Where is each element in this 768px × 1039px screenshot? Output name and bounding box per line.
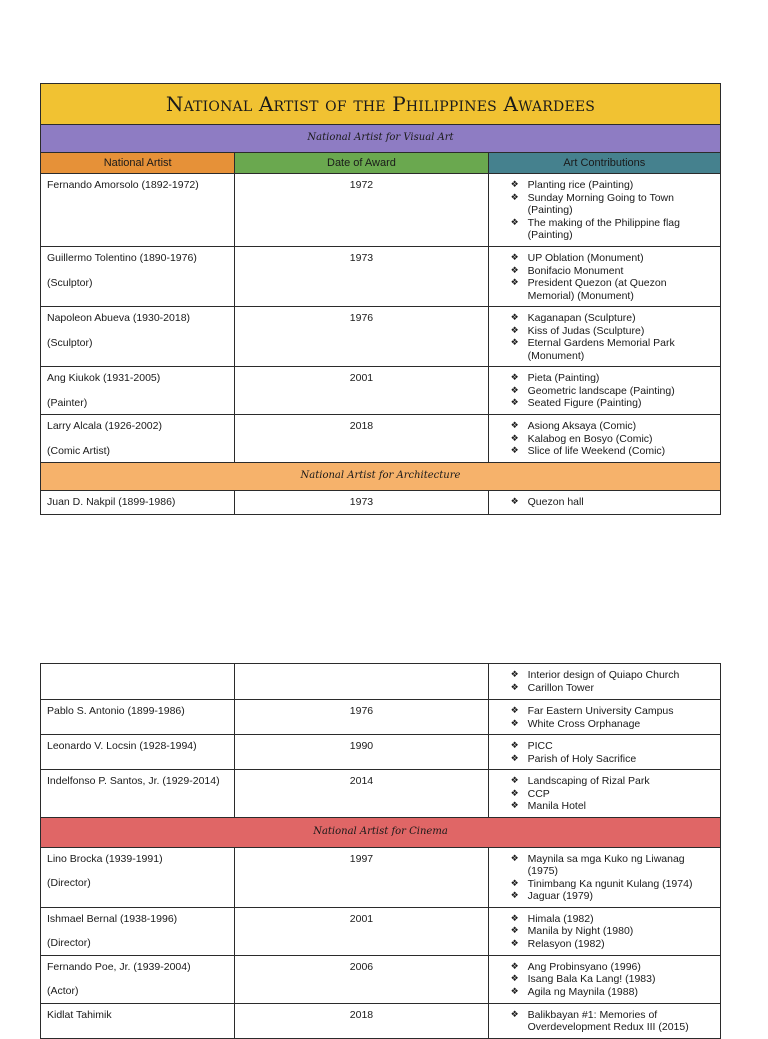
award-year: 1997 [235, 847, 488, 907]
table-row [41, 907, 721, 955]
artist-name: Fernando Amorsolo (1892-1972) [47, 179, 199, 191]
list-item [511, 325, 716, 338]
contributions-cell [488, 770, 720, 818]
contributions-list [511, 312, 716, 362]
contribution-text: Jaguar (1979) [527, 890, 594, 902]
artist-cell [41, 907, 235, 955]
award-year: 1973 [235, 247, 488, 307]
diamond-bullet-icon: ❖ [510, 891, 519, 901]
header-art-contributions: Art Contributions [488, 153, 720, 174]
diamond-bullet-icon: ❖ [510, 253, 519, 263]
contributions-list [511, 1009, 716, 1034]
diamond-bullet-icon: ❖ [510, 265, 519, 276]
column-header-row [41, 153, 721, 174]
table1-body [41, 84, 721, 515]
contribution-text: Tinimbang Ka ngunit Kulang (1974) [527, 877, 693, 890]
contributions-cell [488, 700, 720, 735]
artist-cell [41, 247, 235, 307]
diamond-bullet-icon: ❖ [510, 670, 519, 680]
contribution-text: President Quezon (at Quezon Memorial) (Monument) [527, 277, 667, 302]
diamond-bullet-icon: ❖ [510, 446, 519, 456]
list-item [511, 1009, 716, 1034]
contribution-text: Slice of life Weekend (Comic) [527, 445, 666, 457]
category-visual-art: National Artist for Visual Art [41, 125, 721, 153]
artist-name: Indelfonso P. Santos, Jr. (1929-2014) [47, 775, 220, 787]
diamond-bullet-icon: ❖ [510, 718, 519, 729]
artist-name: Napoleon Abueva (1930-2018) [47, 312, 191, 324]
list-item [511, 420, 716, 433]
awardees-table-page1 [40, 83, 721, 515]
artist-cell [41, 700, 235, 735]
contribution-text: Carillon Tower [527, 681, 594, 694]
diamond-bullet-icon: ❖ [510, 706, 519, 716]
contribution-text: Maynila sa mga Kuko ng Liwanag (1975) [527, 852, 685, 877]
diamond-bullet-icon: ❖ [510, 313, 519, 323]
contributions-list [511, 775, 716, 813]
artist-cell [41, 367, 235, 415]
list-item [511, 682, 716, 695]
list-item [511, 753, 716, 766]
artist-role: (Sculptor) [47, 336, 93, 349]
list-item [511, 312, 716, 325]
diamond-bullet-icon: ❖ [510, 180, 519, 190]
award-year: 2006 [235, 955, 488, 1003]
contribution-text: Kiss of Judas (Sculpture) [527, 324, 645, 337]
list-item [511, 890, 716, 903]
contribution-text: Manila by Night (1980) [527, 925, 634, 937]
contribution-text: Parish of Holy Sacrifice [527, 752, 637, 765]
award-year: 1976 [235, 307, 488, 367]
artist-cell [41, 490, 235, 514]
artist-role: (Actor) [47, 985, 79, 997]
award-year: 2014 [235, 770, 488, 818]
table2-body [41, 664, 721, 1039]
contributions-cell [488, 847, 720, 907]
contribution-text: Interior design of Quiapo Church [527, 669, 680, 681]
contribution-text: Planting rice (Painting) [527, 179, 634, 191]
artist-role: (Director) [47, 937, 91, 949]
artist-name: Ang Kiukok (1931-2005) [47, 372, 161, 384]
contribution-text: Seated Figure (Painting) [527, 397, 642, 409]
artist-role: (Painter) [47, 396, 88, 409]
diamond-bullet-icon: ❖ [510, 853, 519, 864]
list-item [511, 925, 716, 938]
artist-cell [41, 847, 235, 907]
contribution-text: Himala (1982) [527, 912, 594, 925]
diamond-bullet-icon: ❖ [510, 776, 519, 786]
diamond-bullet-icon: ❖ [510, 496, 519, 507]
table-row [41, 700, 721, 735]
list-item [511, 496, 716, 509]
contribution-text: Pieta (Painting) [527, 372, 600, 384]
contributions-list [511, 961, 716, 999]
contributions-list [511, 420, 716, 458]
diamond-bullet-icon: ❖ [510, 682, 519, 693]
header-date-of-award: Date of Award [235, 153, 488, 174]
diamond-bullet-icon: ❖ [510, 192, 519, 203]
diamond-bullet-icon: ❖ [510, 433, 519, 444]
awardees-table-page2 [40, 663, 721, 1039]
artist-name: Larry Alcala (1926-2002) [47, 420, 162, 432]
diamond-bullet-icon: ❖ [510, 913, 519, 924]
artist-role: (Sculptor) [47, 276, 93, 289]
award-year: 2001 [235, 907, 488, 955]
contributions-cell [488, 367, 720, 415]
artist-role: (Director) [47, 877, 91, 889]
artist-name: Pablo S. Antonio (1899-1986) [47, 705, 185, 717]
diamond-bullet-icon: ❖ [510, 753, 519, 764]
contribution-text: Quezon hall [527, 495, 584, 508]
diamond-bullet-icon: ❖ [510, 373, 519, 383]
list-item [511, 669, 716, 682]
contribution-text: Eternal Gardens Memorial Park (Monument) [527, 337, 675, 362]
list-item [511, 740, 716, 753]
artist-cell [41, 770, 235, 818]
artist-cell [41, 735, 235, 770]
contribution-text: Isang Bala Ka Lang! (1983) [527, 973, 656, 985]
diamond-bullet-icon: ❖ [510, 878, 519, 889]
table-row [41, 847, 721, 907]
list-item [511, 433, 716, 446]
category-architecture: National Artist for Architecture [41, 462, 721, 490]
contribution-text: Manila Hotel [527, 800, 587, 812]
table-title: National Artist of the Philippines Awardees [41, 84, 721, 125]
contributions-cell [488, 955, 720, 1003]
header-national-artist: National Artist [41, 153, 235, 174]
contributions-list [511, 913, 716, 951]
contributions-cell [488, 907, 720, 955]
table-row [41, 490, 721, 514]
diamond-bullet-icon: ❖ [510, 325, 519, 336]
list-item [511, 878, 716, 891]
award-year: 2018 [235, 415, 488, 463]
contributions-list [511, 740, 716, 765]
diamond-bullet-icon: ❖ [510, 1009, 519, 1020]
table-row [41, 307, 721, 367]
contribution-text: Asiong Aksaya (Comic) [527, 420, 637, 432]
contributions-list [511, 496, 716, 509]
list-item [511, 217, 716, 242]
diamond-bullet-icon: ❖ [510, 338, 519, 348]
list-item [511, 961, 716, 974]
diamond-bullet-icon: ❖ [510, 926, 519, 936]
table-row [41, 955, 721, 1003]
list-item [511, 705, 716, 718]
artist-name: Lino Brocka (1939-1991) [47, 852, 163, 865]
category-row-architecture [41, 462, 721, 490]
diamond-bullet-icon: ❖ [510, 385, 519, 396]
contribution-text: White Cross Orphanage [527, 717, 641, 730]
contributions-list [511, 179, 716, 242]
table-row [41, 247, 721, 307]
contributions-list [511, 372, 716, 410]
category-row-visual [41, 125, 721, 153]
contribution-text: Ang Probinsyano (1996) [527, 960, 641, 973]
list-item [511, 179, 716, 192]
contributions-list [511, 705, 716, 730]
list-item [511, 192, 716, 217]
table-row [41, 664, 721, 700]
artist-cell [41, 1003, 235, 1038]
diamond-bullet-icon: ❖ [510, 398, 519, 408]
list-item [511, 372, 716, 385]
diamond-bullet-icon: ❖ [510, 788, 519, 799]
artist-cell [41, 174, 235, 247]
award-year: 1976 [235, 700, 488, 735]
artist-cell [41, 664, 235, 700]
contribution-text: Far Eastern University Campus [527, 705, 674, 717]
contributions-cell [488, 415, 720, 463]
award-year: 1973 [235, 490, 488, 514]
award-year: 2018 [235, 1003, 488, 1038]
contribution-text: Relasyon (1982) [527, 937, 605, 950]
list-item [511, 973, 716, 986]
artist-name: Juan D. Nakpil (1899-1986) [47, 495, 176, 508]
artist-cell [41, 415, 235, 463]
award-year: 2001 [235, 367, 488, 415]
list-item [511, 445, 716, 458]
list-item [511, 986, 716, 999]
list-item [511, 397, 716, 410]
list-item [511, 277, 716, 302]
table-row [41, 367, 721, 415]
artist-name: Leonardo V. Locsin (1928-1994) [47, 740, 197, 752]
contribution-text: Geometric landscape (Painting) [527, 384, 675, 397]
list-item [511, 938, 716, 951]
category-row-cinema [41, 817, 721, 847]
diamond-bullet-icon: ❖ [510, 801, 519, 811]
contribution-text: CCP [527, 787, 550, 800]
contributions-cell [488, 664, 720, 700]
list-item [511, 913, 716, 926]
contributions-cell [488, 307, 720, 367]
artist-cell [41, 955, 235, 1003]
list-item [511, 265, 716, 278]
contribution-text: PICC [527, 740, 553, 752]
list-item [511, 337, 716, 362]
contributions-cell [488, 247, 720, 307]
contributions-list [511, 853, 716, 903]
contribution-text: UP Oblation (Monument) [527, 252, 644, 264]
award-year: 1990 [235, 735, 488, 770]
artist-name: Kidlat Tahimik [47, 1008, 112, 1021]
list-item [511, 252, 716, 265]
contribution-text: Sunday Morning Going to Town (Painting) [527, 191, 674, 216]
diamond-bullet-icon: ❖ [510, 938, 519, 949]
list-item [511, 853, 716, 878]
list-item [511, 788, 716, 801]
contributions-cell [488, 174, 720, 247]
diamond-bullet-icon: ❖ [510, 421, 519, 431]
table-row [41, 174, 721, 247]
list-item [511, 775, 716, 788]
list-item [511, 718, 716, 731]
diamond-bullet-icon: ❖ [510, 741, 519, 751]
table-row [41, 735, 721, 770]
award-year [235, 664, 488, 700]
list-item [511, 800, 716, 813]
contribution-text: Kalabog en Bosyo (Comic) [527, 432, 653, 445]
artist-role: (Comic Artist) [47, 444, 110, 457]
contributions-list [511, 669, 716, 694]
list-item [511, 385, 716, 398]
contributions-cell [488, 735, 720, 770]
contribution-text: The making of the Philippine flag (Painting) [527, 216, 680, 241]
category-cinema: National Artist for Cinema [41, 817, 721, 847]
contribution-text: Bonifacio Monument [527, 264, 624, 277]
contributions-cell [488, 1003, 720, 1038]
diamond-bullet-icon: ❖ [510, 974, 519, 984]
diamond-bullet-icon: ❖ [510, 217, 519, 228]
diamond-bullet-icon: ❖ [510, 278, 519, 288]
title-row [41, 84, 721, 125]
artist-name: Guillermo Tolentino (1890-1976) [47, 252, 197, 264]
award-year: 1972 [235, 174, 488, 247]
table-row [41, 415, 721, 463]
artist-name: Fernando Poe, Jr. (1939-2004) [47, 960, 191, 973]
diamond-bullet-icon: ❖ [510, 961, 519, 972]
contribution-text: Agila ng Maynila (1988) [527, 985, 638, 998]
contribution-text: Kaganapan (Sculpture) [527, 312, 636, 324]
table-row [41, 1003, 721, 1038]
table-row [41, 770, 721, 818]
contributions-cell [488, 490, 720, 514]
contribution-text: Balikbayan #1: Memories of Overdevelopment Redux III (2015) [527, 1008, 689, 1033]
contributions-list [511, 252, 716, 302]
artist-cell [41, 307, 235, 367]
artist-name: Ishmael Bernal (1938-1996) [47, 912, 178, 925]
contribution-text: Landscaping of Rizal Park [527, 775, 650, 787]
diamond-bullet-icon: ❖ [510, 986, 519, 997]
